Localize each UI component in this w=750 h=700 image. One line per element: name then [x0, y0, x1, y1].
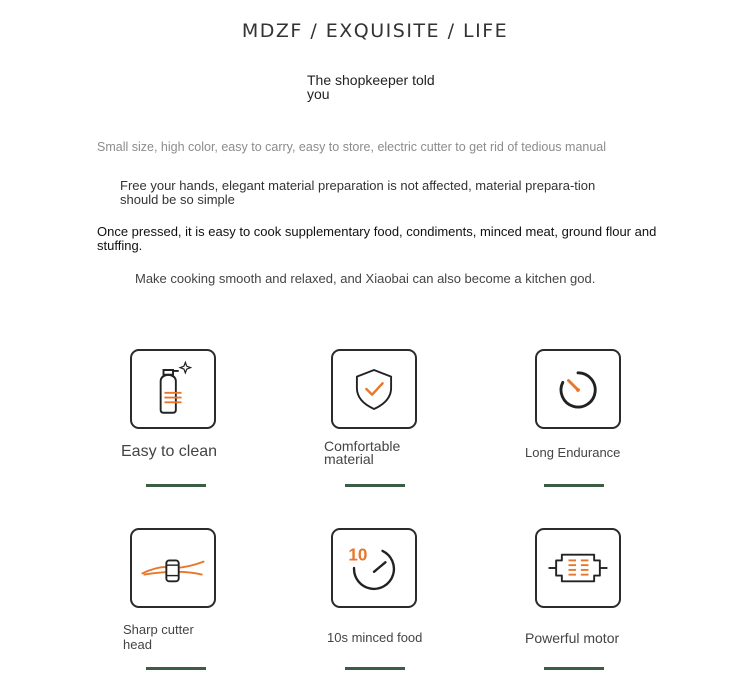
feature-underline	[345, 484, 405, 487]
svg-text:10: 10	[348, 545, 368, 565]
timer-icon	[537, 351, 619, 427]
feature-underline	[146, 484, 206, 487]
description-line-3: Once pressed, it is easy to cook supplementary food, condiments, minced meat, ground flour and stuffing.	[97, 224, 657, 253]
feature-underline	[345, 667, 405, 670]
feature-label-easy-to-clean: Easy to clean	[121, 443, 218, 460]
cutter-blade-icon	[132, 530, 214, 606]
feature-label-sharp-cutter-head: Sharp cutter head	[123, 622, 194, 652]
description-line-2: Free your hands, elegant material preparation is not affected, material prepara-tion should be so simple	[120, 178, 596, 207]
feature-label-10s-minced-food: 10s minced food	[327, 630, 423, 645]
description-line-1: Small size, high color, easy to carry, easy to store, electric cutter to get rid of tedious manual	[97, 140, 607, 154]
feature-underline	[146, 667, 206, 670]
feature-card-comfortable-material	[331, 349, 417, 429]
feature-underline	[544, 667, 604, 670]
shopkeeper-subtitle: The shopkeeper told you	[307, 72, 435, 102]
feature-card-sharp-cutter-head	[130, 528, 216, 608]
feature-label-long-endurance: Long Endurance	[525, 445, 621, 460]
feature-card-easy-to-clean	[130, 349, 216, 429]
page-title: MDZF / EXQUISITE / LIFE	[241, 20, 509, 42]
shield-check-icon	[333, 351, 415, 427]
motor-icon	[537, 530, 619, 606]
feature-card-powerful-motor	[535, 528, 621, 608]
feature-card-10s-minced-food	[331, 528, 417, 608]
feature-card-long-endurance	[535, 349, 621, 429]
feature-label-comfortable-material: Comfortable material	[324, 438, 401, 467]
feature-label-powerful-motor: Powerful motor	[525, 630, 620, 646]
ten-second-timer-icon	[333, 530, 415, 606]
soap-bottle-icon	[132, 351, 214, 427]
feature-underline	[544, 484, 604, 487]
description-line-4: Make cooking smooth and relaxed, and Xiaobai can also become a kitchen god.	[135, 271, 596, 286]
